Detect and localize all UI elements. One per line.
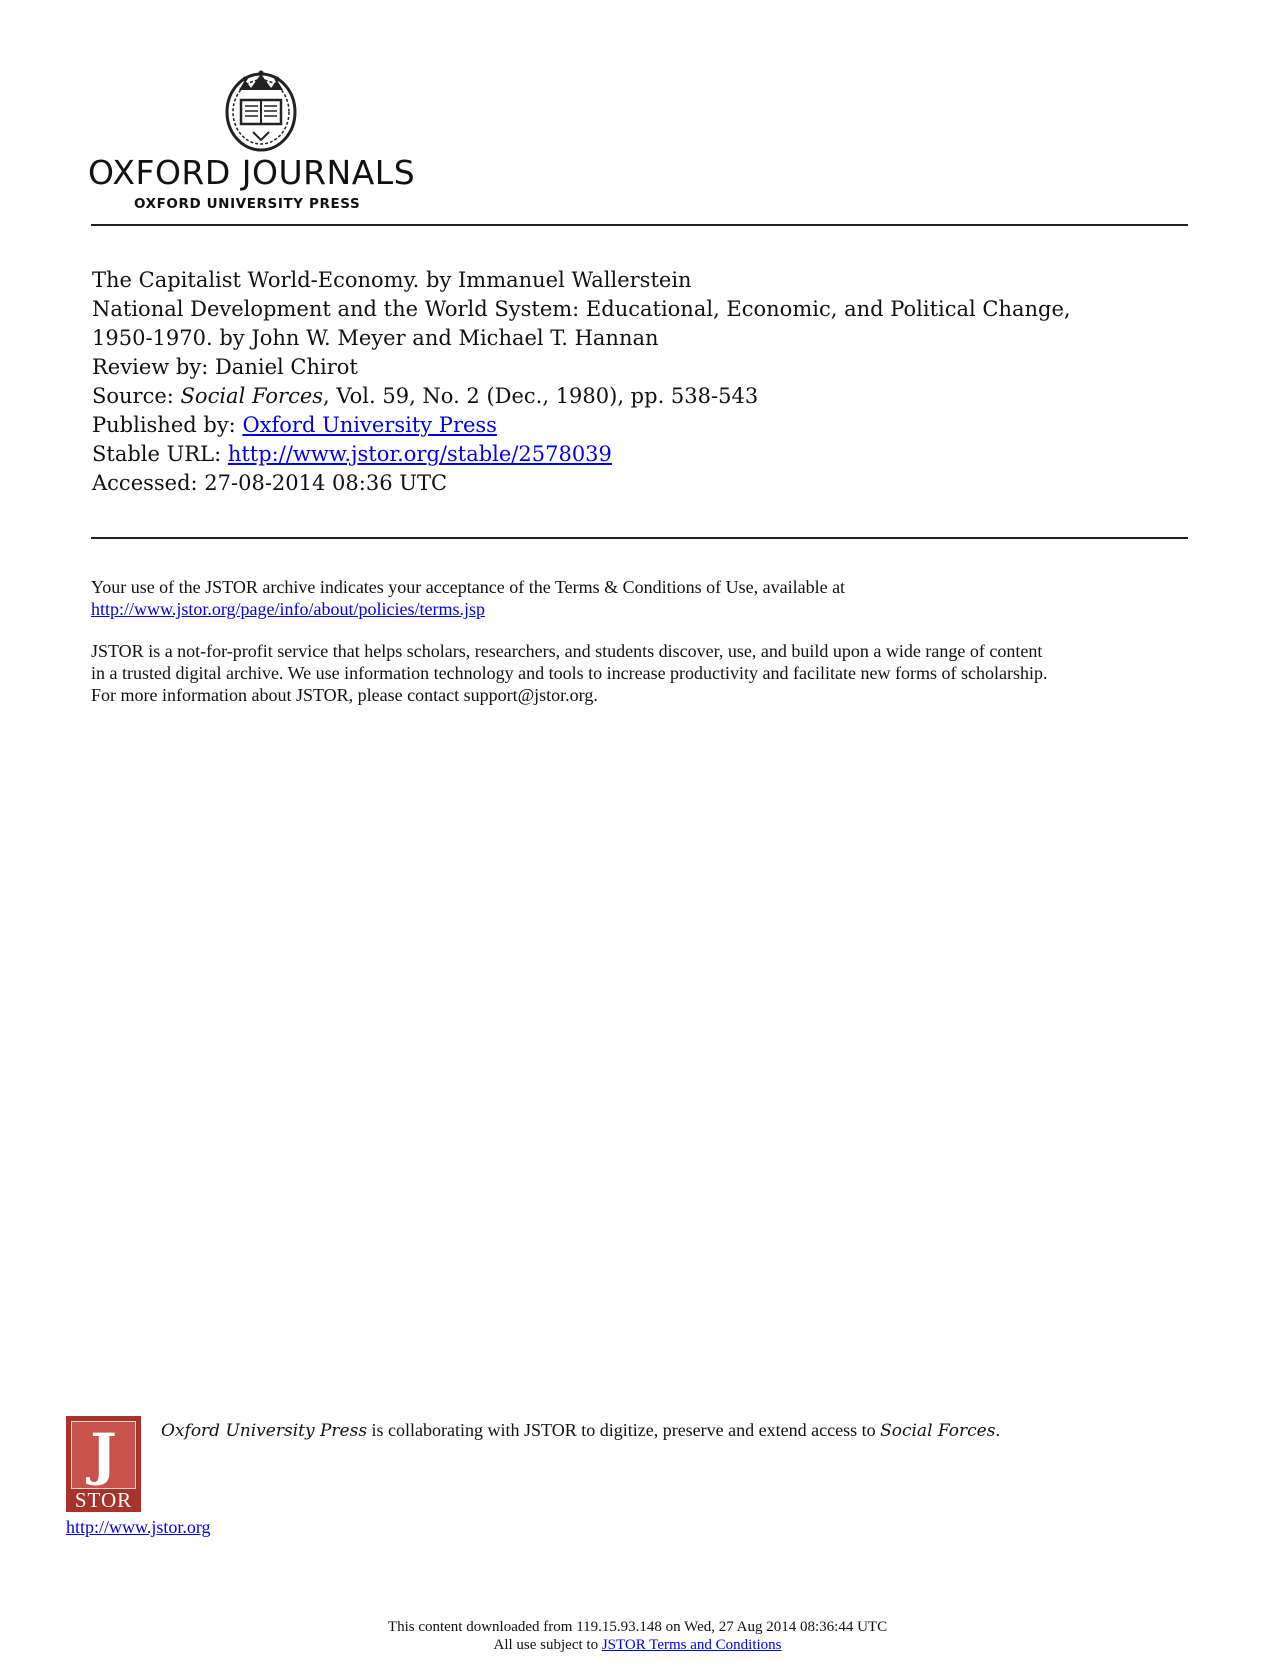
source-detail: , Vol. 59, No. 2 (Dec., 1980), pp. 538-543	[323, 384, 759, 408]
oxford-journals-logo	[88, 60, 448, 215]
jstor-logo-word: STOR	[74, 1488, 133, 1512]
stable-url-link[interactable]: http://www.jstor.org/stable/2578039	[227, 442, 612, 466]
bottom-divider	[91, 537, 1188, 539]
accessed-label: Accessed:	[92, 471, 205, 495]
collab-journal: Social Forces	[880, 1421, 996, 1441]
jstor-logo-letter: J	[90, 1422, 117, 1488]
jstor-info-line-1: JSTOR is a not-for-profit service that helps scholars, researchers, and students discover, use, and build upon a wide range of content	[91, 641, 1043, 661]
article-title-line-3: 1950-1970. by John W. Meyer and Michael T. Hannan	[92, 326, 659, 350]
terms-link[interactable]: http://www.jstor.org/page/info/about/policies/terms.jsp	[91, 599, 485, 619]
review-line	[92, 353, 1192, 382]
collab-publisher: Oxford University Press	[161, 1421, 368, 1441]
review-label: Review by:	[92, 355, 215, 379]
usage-line	[0, 1636, 1275, 1654]
collab-end: .	[995, 1420, 1000, 1440]
reviewer-name: Daniel Chirot	[214, 355, 358, 379]
download-info: This content downloaded from 119.15.93.148 on Wed, 27 Aug 2014 08:36:44 UTC	[387, 1619, 888, 1635]
journal-name: Social Forces	[180, 384, 324, 408]
citation-block	[92, 266, 1192, 498]
jstor-info-line-2: in a trusted digital archive. We use information technology and tools to increase productivity and facilitate new forms of scholarship.	[91, 663, 1048, 683]
accessed-line	[92, 469, 1192, 498]
terms-block	[91, 576, 1201, 726]
oxford-crest-icon	[223, 60, 299, 152]
stable-url-line	[92, 440, 1192, 469]
article-title-line-2: National Development and the World System: Educational, Economic, and Political Change,	[92, 297, 1071, 321]
publisher-line	[92, 411, 1192, 440]
publisher-label: Published by:	[92, 413, 243, 437]
jstor-terms-link[interactable]: JSTOR Terms and Conditions	[601, 1637, 782, 1653]
accessed-date: 27-08-2014 08:36 UTC	[204, 471, 448, 495]
usage-prefix: All use subject to	[493, 1637, 602, 1653]
download-footer	[0, 1618, 1275, 1654]
collaboration-statement	[161, 1419, 1000, 1442]
jstor-logo[interactable]	[66, 1416, 141, 1512]
collab-middle: is collaborating with JSTOR to digitize, preserve and extend access to	[367, 1420, 881, 1440]
publisher-link[interactable]: Oxford University Press	[242, 413, 497, 437]
jstor-home-link[interactable]: http://www.jstor.org	[66, 1517, 211, 1537]
source-line	[92, 382, 1192, 411]
jstor-logo-emblem	[71, 1421, 136, 1489]
article-title-line-1: The Capitalist World-Economy. by Immanuel Wallerstein	[92, 268, 692, 292]
logo-title: OXFORD JOURNALS	[88, 153, 416, 192]
jstor-info-line-3: For more information about JSTOR, please contact support@jstor.org.	[91, 685, 598, 705]
terms-paragraph	[91, 576, 1201, 620]
terms-text: Your use of the JSTOR archive indicates your acceptance of the Terms & Conditions of Use, available at	[91, 577, 846, 597]
logo-subtitle: OXFORD UNIVERSITY PRESS	[134, 196, 361, 212]
jstor-info-paragraph	[91, 640, 1201, 706]
stable-url-label: Stable URL:	[92, 442, 228, 466]
top-divider	[91, 224, 1188, 226]
source-label: Source:	[92, 384, 181, 408]
